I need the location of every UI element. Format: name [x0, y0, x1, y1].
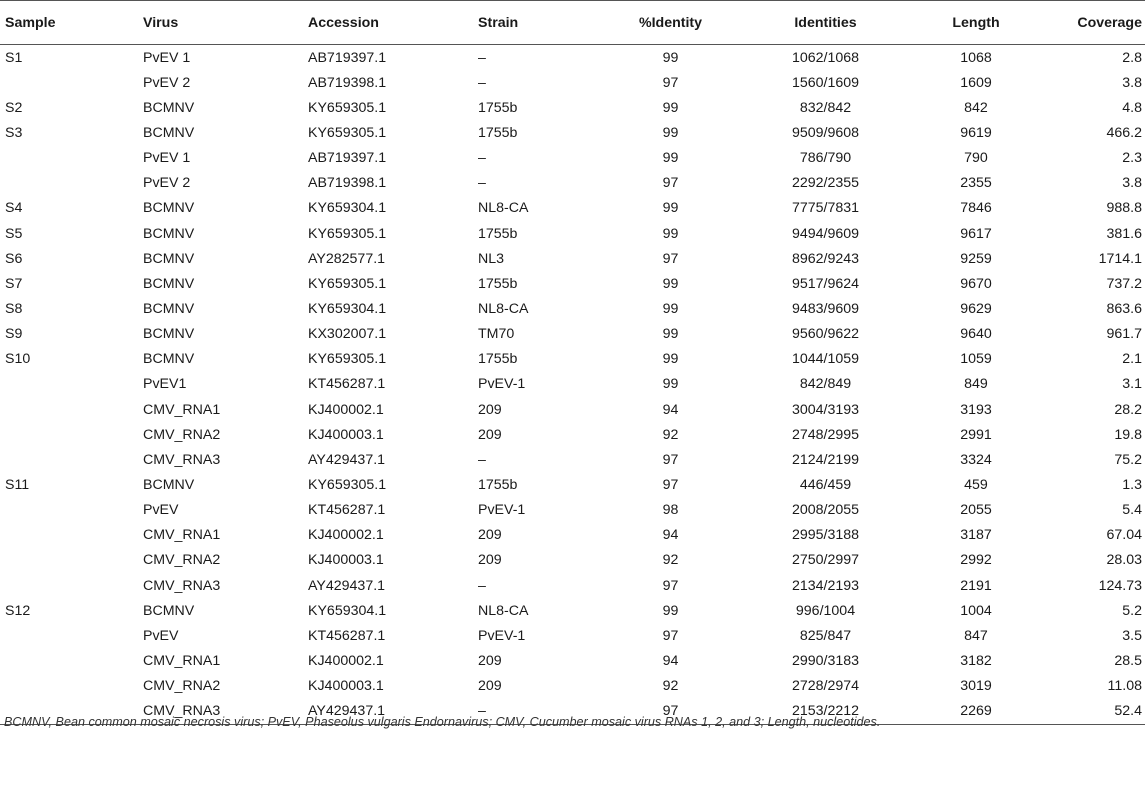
virus-cell: CMV_RNA3: [143, 577, 221, 594]
length-cell: 790: [964, 150, 988, 167]
virus-cell: BCMNV: [143, 300, 195, 317]
identities-cell: 2995/3188: [791, 527, 860, 544]
percent-identity-cell: 99: [662, 200, 679, 217]
strain-cell: 1755b: [478, 476, 518, 493]
strain-cell: 209: [478, 678, 502, 695]
coverage-cell: 2.8: [1122, 49, 1142, 66]
table-row: [0, 95, 1145, 120]
identities-cell: 2990/3183: [791, 652, 860, 669]
length-cell: 2991: [960, 426, 992, 443]
strain-cell: NL8-CA: [478, 200, 529, 217]
percent-identity-cell: 99: [662, 99, 679, 116]
accession-cell: AY429437.1: [308, 699, 478, 725]
sample-cell: S1: [5, 49, 23, 66]
coverage-cell: 988.8: [1106, 200, 1142, 217]
virus-cell: PvEV 2: [143, 74, 191, 91]
virus-cell: CMV_RNA2: [143, 552, 221, 569]
coverage-cell: 5.4: [1122, 502, 1142, 519]
table-row: [0, 598, 1145, 623]
sample-cell: [0, 70, 143, 95]
accession-cell: KY659305.1: [308, 99, 387, 116]
accession-cell: KJ400002.1: [308, 652, 384, 669]
strain-cell: PvEV-1: [478, 502, 526, 519]
sample-cell: S8: [5, 300, 23, 317]
header-row: [0, 1, 1145, 45]
length-cell: 3019: [960, 678, 992, 695]
virus-cell: PvEV1: [143, 376, 187, 393]
strain-cell: –: [478, 74, 486, 91]
percent-identity-cell: 97: [662, 577, 679, 594]
percent-identity-cell: 98: [662, 502, 679, 519]
table-row: [0, 120, 1145, 145]
strain-cell: –: [478, 699, 603, 725]
coverage-cell: 863.6: [1106, 300, 1142, 317]
identities-cell: 9483/9609: [791, 300, 860, 317]
identities-cell: 9494/9609: [791, 225, 860, 242]
strain-cell: 1755b: [478, 225, 518, 242]
table-row: [0, 422, 1145, 447]
table-row: [0, 347, 1145, 372]
table-footnote: BCMNV, Bean common mosaic necrosis virus; PvEV, Phaseolus vulgaris Endornavirus; CMV, Cucumber mosaic virus RNAs 1, 2, and 3; Length, nucleotides.: [4, 715, 881, 729]
accession-cell: KT456287.1: [308, 376, 386, 393]
accession-cell: AB719397.1: [308, 49, 387, 66]
table-row: [0, 146, 1145, 171]
identities-cell: 8962/9243: [791, 250, 860, 267]
coverage-cell: 4.8: [1122, 99, 1142, 116]
length-cell: 9629: [960, 300, 992, 317]
coverage-cell: 28.5: [1114, 652, 1142, 669]
length-cell: 3324: [960, 451, 992, 468]
strain-cell: –: [478, 150, 486, 167]
table-body: [0, 45, 1145, 725]
header-sample: Sample: [0, 1, 143, 45]
identities-cell: 7775/7831: [791, 200, 860, 217]
accession-cell: KY659305.1: [308, 275, 387, 292]
table-row: [0, 322, 1145, 347]
header-strain: Strain: [478, 1, 603, 45]
table-row: [0, 523, 1145, 548]
strain-cell: 1755b: [478, 124, 518, 141]
table-row: [0, 296, 1145, 321]
virus-cell: PvEV: [143, 502, 179, 519]
coverage-cell: 67.04: [1106, 527, 1142, 544]
identities-cell: 996/1004: [795, 602, 856, 619]
sample-cell: S9: [5, 326, 23, 343]
table-row: [0, 623, 1145, 648]
virus-cell: CMV_RNA3: [143, 451, 221, 468]
coverage-cell: 1.3: [1122, 476, 1142, 493]
identities-cell: 2008/2055: [791, 502, 860, 519]
accession-cell: AB719398.1: [308, 175, 387, 192]
sample-cell: [0, 648, 143, 673]
percent-identity-cell: 94: [662, 652, 679, 669]
length-cell: 9640: [960, 326, 992, 343]
coverage-cell: 961.7: [1106, 326, 1142, 343]
table-row: [0, 271, 1145, 296]
strain-cell: NL8-CA: [478, 602, 529, 619]
accession-cell: KJ400002.1: [308, 527, 384, 544]
coverage-cell: 75.2: [1114, 451, 1142, 468]
length-cell: 2355: [960, 175, 992, 192]
length-cell: 2269: [913, 699, 1039, 725]
percent-identity-cell: 99: [662, 326, 679, 343]
accession-cell: KY659305.1: [308, 124, 387, 141]
strain-cell: 209: [478, 426, 502, 443]
coverage-cell: 2.1: [1122, 351, 1142, 368]
table-row: [0, 196, 1145, 221]
accession-cell: KY659305.1: [308, 225, 387, 242]
length-cell: 1609: [960, 74, 992, 91]
virus-cell: PvEV 1: [143, 49, 191, 66]
length-cell: 459: [964, 476, 988, 493]
accession-cell: AY429437.1: [308, 577, 386, 594]
percent-identity-cell: 99: [662, 124, 679, 141]
percent-identity-cell: 97: [662, 175, 679, 192]
length-cell: 847: [964, 627, 988, 644]
percent-identity-cell: 99: [662, 275, 679, 292]
sample-cell: [0, 422, 143, 447]
coverage-cell: 2.3: [1122, 150, 1142, 167]
sample-cell: S6: [5, 250, 23, 267]
sample-cell: S5: [5, 225, 23, 242]
sample-cell: [0, 674, 143, 699]
table-row: [0, 171, 1145, 196]
coverage-cell: 11.08: [1107, 678, 1142, 695]
percent-identity-cell: 97: [603, 699, 738, 725]
strain-cell: 1755b: [478, 99, 518, 116]
coverage-cell: 466.2: [1106, 124, 1142, 141]
coverage-cell: 737.2: [1106, 275, 1142, 292]
virus-cell: BCMNV: [143, 124, 195, 141]
accession-cell: KY659304.1: [308, 602, 387, 619]
identities-cell: 3004/3193: [791, 401, 860, 418]
sample-cell: [0, 171, 143, 196]
coverage-cell: 3.8: [1122, 74, 1142, 91]
virus-cell: BCMNV: [143, 326, 195, 343]
percent-identity-cell: 92: [662, 678, 679, 695]
sample-cell: S12: [5, 602, 31, 619]
table-row: [0, 498, 1145, 523]
virus-cell: PvEV: [143, 627, 179, 644]
sample-cell: [0, 573, 143, 598]
table-row: [0, 472, 1145, 497]
identities-cell: 2750/2997: [791, 552, 860, 569]
virus-cell: BCMNV: [143, 275, 195, 292]
strain-cell: NL3: [478, 250, 505, 267]
strain-cell: –: [478, 49, 486, 66]
percent-identity-cell: 99: [662, 602, 679, 619]
table-row: [0, 45, 1145, 71]
accession-cell: KT456287.1: [308, 627, 386, 644]
length-cell: 842: [964, 99, 988, 116]
percent-identity-cell: 99: [662, 300, 679, 317]
coverage-cell: 28.2: [1114, 401, 1142, 418]
length-cell: 9670: [960, 275, 992, 292]
percent-identity-cell: 99: [662, 225, 679, 242]
identities-cell: 9517/9624: [791, 275, 860, 292]
length-cell: 3193: [960, 401, 992, 418]
virus-cell: BCMNV: [143, 250, 195, 267]
header-percent-identity: %Identity: [603, 1, 738, 45]
header-virus: Virus: [143, 1, 308, 45]
coverage-cell: 3.8: [1122, 175, 1142, 192]
identities-cell: 1560/1609: [791, 74, 860, 91]
table-row: [0, 246, 1145, 271]
coverage-cell: 5.2: [1122, 602, 1142, 619]
identities-cell: 825/847: [799, 627, 852, 644]
sample-cell: S10: [5, 351, 31, 368]
strain-cell: 209: [478, 401, 502, 418]
identities-cell: 2728/2974: [791, 678, 860, 695]
identities-cell: 842/849: [799, 376, 852, 393]
virus-cell: CMV_RNA1: [143, 527, 221, 544]
length-cell: 2191: [960, 577, 992, 594]
strain-cell: PvEV-1: [478, 376, 526, 393]
strain-cell: NL8-CA: [478, 300, 529, 317]
accession-cell: AY429437.1: [308, 451, 386, 468]
strain-cell: –: [478, 451, 486, 468]
identities-cell: 9560/9622: [791, 326, 860, 343]
strain-cell: TM70: [478, 326, 515, 343]
sample-cell: [0, 623, 143, 648]
coverage-cell: 1714.1: [1098, 250, 1142, 267]
length-cell: 7846: [960, 200, 992, 217]
accession-cell: KJ400002.1: [308, 401, 384, 418]
table-row: [0, 372, 1145, 397]
identities-cell: 2153/2212: [738, 699, 913, 725]
table-row: [0, 397, 1145, 422]
accession-cell: KT456287.1: [308, 502, 386, 519]
coverage-cell: 381.6: [1106, 225, 1142, 242]
sample-cell: [0, 523, 143, 548]
virus-cell: BCMNV: [143, 200, 195, 217]
virus-cell: CMV_RNA3: [143, 699, 308, 725]
table-row: [0, 548, 1145, 573]
identities-cell: 1062/1068: [791, 49, 860, 66]
coverage-cell: 19.8: [1114, 426, 1142, 443]
strain-cell: 209: [478, 552, 502, 569]
percent-identity-cell: 92: [662, 426, 679, 443]
table-header: [0, 1, 1145, 45]
sample-cell: [0, 397, 143, 422]
sample-cell: S7: [5, 275, 23, 292]
virus-cell: BCMNV: [143, 225, 195, 242]
length-cell: 1068: [960, 49, 992, 66]
accession-cell: KY659304.1: [308, 200, 387, 217]
strain-cell: PvEV-1: [478, 627, 526, 644]
identities-cell: 2124/2199: [791, 451, 860, 468]
table-row: [0, 447, 1145, 472]
length-cell: 3187: [960, 527, 992, 544]
table-row: [0, 221, 1145, 246]
virus-cell: PvEV 1: [143, 150, 191, 167]
virus-cell: BCMNV: [143, 99, 195, 116]
percent-identity-cell: 92: [662, 552, 679, 569]
percent-identity-cell: 99: [662, 150, 679, 167]
percent-identity-cell: 99: [662, 376, 679, 393]
strain-cell: 209: [478, 527, 502, 544]
sample-cell: [0, 498, 143, 523]
sample-cell: [0, 548, 143, 573]
length-cell: 9617: [960, 225, 992, 242]
virus-cell: BCMNV: [143, 476, 195, 493]
sample-cell: S4: [5, 200, 23, 217]
virus-cell: BCMNV: [143, 602, 195, 619]
sample-cell: S11: [5, 476, 30, 493]
identities-cell: 786/790: [799, 150, 852, 167]
virus-cell: CMV_RNA1: [143, 401, 221, 418]
header-accession: Accession: [308, 1, 478, 45]
accession-cell: KY659304.1: [308, 300, 387, 317]
virus-cell: CMV_RNA2: [143, 678, 221, 695]
virus-cell: CMV_RNA2: [143, 426, 221, 443]
length-cell: 849: [964, 376, 988, 393]
coverage-cell: 3.5: [1122, 627, 1142, 644]
coverage-cell: 28.03: [1106, 552, 1142, 569]
identities-cell: 2134/2193: [791, 577, 860, 594]
strain-cell: 1755b: [478, 275, 518, 292]
length-cell: 9619: [960, 124, 992, 141]
accession-cell: KX302007.1: [308, 326, 387, 343]
identities-cell: 9509/9608: [791, 124, 860, 141]
accession-cell: AY282577.1: [308, 250, 386, 267]
identities-cell: 832/842: [799, 99, 852, 116]
percent-identity-cell: 94: [662, 527, 679, 544]
table-row: [0, 674, 1145, 699]
length-cell: 2055: [960, 502, 992, 519]
accession-cell: KY659305.1: [308, 351, 387, 368]
accession-cell: KJ400003.1: [308, 678, 384, 695]
sample-cell: [0, 372, 143, 397]
table-row: [0, 573, 1145, 598]
length-cell: 1059: [960, 351, 992, 368]
sample-cell: [0, 146, 143, 171]
percent-identity-cell: 94: [662, 401, 679, 418]
accession-cell: AB719397.1: [308, 150, 387, 167]
percent-identity-cell: 97: [662, 476, 679, 493]
identities-cell: 1044/1059: [791, 351, 860, 368]
strain-cell: –: [478, 175, 486, 192]
coverage-cell: 3.1: [1122, 376, 1142, 393]
table-row: [0, 648, 1145, 673]
strain-cell: 1755b: [478, 351, 518, 368]
length-cell: 3182: [960, 652, 992, 669]
length-cell: 9259: [960, 250, 992, 267]
coverage-cell: 124.73: [1098, 577, 1142, 594]
accession-cell: KY659305.1: [308, 476, 387, 493]
virus-cell: CMV_RNA1: [143, 652, 221, 669]
strain-cell: –: [478, 577, 486, 594]
strain-cell: 209: [478, 652, 502, 669]
percent-identity-cell: 99: [662, 49, 679, 66]
virus-cell: BCMNV: [143, 351, 195, 368]
accession-cell: KJ400003.1: [308, 426, 384, 443]
sample-cell: S3: [5, 124, 23, 141]
coverage-cell: 52.4: [1039, 699, 1145, 725]
percent-identity-cell: 97: [662, 451, 679, 468]
header-identities: Identities: [738, 1, 913, 45]
accession-cell: KJ400003.1: [308, 552, 384, 569]
length-cell: 1004: [960, 602, 992, 619]
identities-cell: 2748/2995: [791, 426, 860, 443]
percent-identity-cell: 97: [662, 250, 679, 267]
sample-cell: S2: [5, 99, 23, 116]
virus-cell: PvEV 2: [143, 175, 191, 192]
table-row: [0, 70, 1145, 95]
sample-cell: [0, 447, 143, 472]
accession-cell: AB719398.1: [308, 74, 387, 91]
header-coverage: Coverage: [1039, 1, 1145, 45]
percent-identity-cell: 99: [662, 351, 679, 368]
header-length: Length: [913, 1, 1039, 45]
identities-cell: 2292/2355: [791, 175, 860, 192]
percent-identity-cell: 97: [662, 627, 679, 644]
length-cell: 2992: [960, 552, 992, 569]
percent-identity-cell: 97: [662, 74, 679, 91]
identities-cell: 446/459: [799, 476, 852, 493]
